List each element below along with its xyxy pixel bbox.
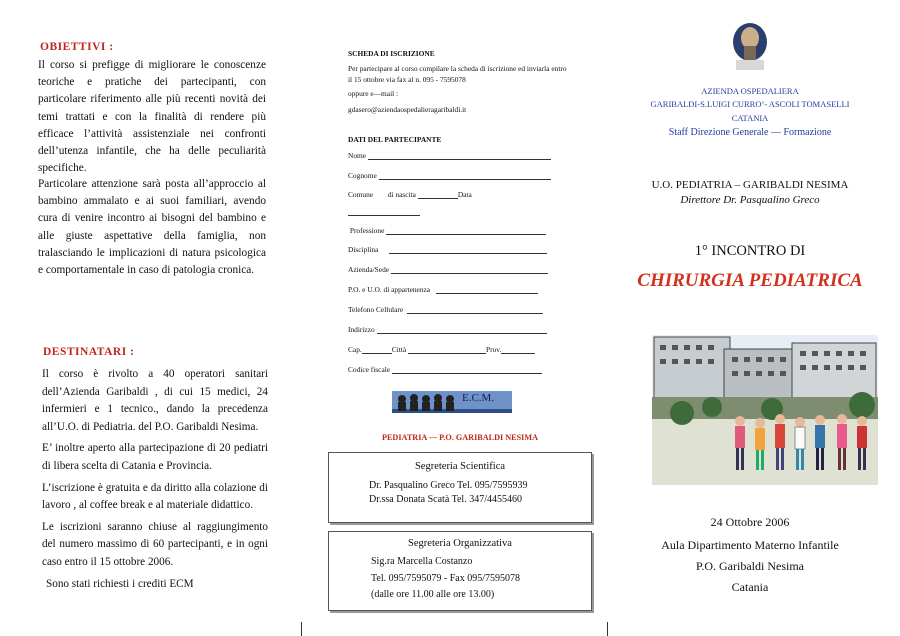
field-azienda[interactable] [348,265,548,274]
recipients-paragraph-5: Sono stati richiesti i crediti ECM [46,577,194,590]
input-line[interactable] [407,305,543,314]
field-label: Azienda/Sede [348,265,390,274]
left-panel [38,0,268,636]
field-po[interactable] [348,285,538,294]
recipients-paragraph-4: Le iscrizioni saranno chiuse al raggiungimento del numero massimo di 60 partecipanti, e in ogni caso entro il 15 ottobre 2006. [42,520,268,568]
scientific-contact-1: Dr. Pasqualino Greco Tel. 095/7595939 [369,480,528,491]
field-telefono[interactable] [348,305,543,314]
field-label: Telefono Cellulare [348,305,404,314]
field-label: Codice fiscale [348,365,391,374]
input-line[interactable] [377,325,547,334]
event-date: 24 Ottobre 2006 [710,515,790,529]
registration-form [348,0,588,380]
field-label: di nascita [387,190,416,199]
input-line[interactable] [501,345,535,354]
emblem-graphic [730,20,770,72]
illustration-graphic [652,335,878,485]
input-line[interactable] [392,365,542,374]
ecm-label: E.C.M. [462,392,495,404]
email-label: oppure e—mail : [348,89,399,98]
input-line[interactable] [386,226,546,235]
organizational-contact-hours: (dalle ore 11.00 alle ore 13.00) [371,589,495,600]
scientific-secretariat-box [328,452,592,523]
hospital-staff: Staff Direzione Generale — Formazione [668,127,832,138]
organizational-contact-name: Sig.ra Marcella Costanzo [371,556,473,567]
input-line[interactable] [408,345,486,354]
input-line[interactable] [368,151,551,160]
input-line[interactable] [379,171,551,180]
hospital-line-2: GARIBALDI-S.LUIGI CURRO’- ASCOLI TOMASELLI [650,99,850,109]
field-label: Disciplina [348,245,379,254]
recipients-heading: DESTINATARI : [43,346,135,358]
event-hospital: P.O. Garibaldi Nesima [696,559,804,573]
field-codice-fiscale[interactable] [348,365,542,374]
department-label: PEDIATRIA — P.O. GARIBALDI NESIMA [381,433,539,442]
field-label: Comune [348,190,374,199]
field-label: Cognome [348,171,377,180]
field-label: Prov. [486,345,502,354]
event-city: Catania [731,580,769,594]
scientific-contact-2: Dr.ssa Donata Scatà Tel. 347/4455460 [369,494,522,505]
recipients-paragraph-3: L’iscrizione è gratuita e da diritto alla colazione di lavoro , al coffee break e al materiale didattico. [42,481,268,512]
organizational-secretariat-title: Segreteria Organizzativa [408,538,512,549]
scientific-secretariat-title: Segreteria Scientifica [414,461,506,472]
fold-mark-right [607,622,608,636]
input-line[interactable] [348,207,420,216]
field-disciplina[interactable] [348,245,547,254]
field-comune[interactable] [348,190,472,199]
recipients-paragraph-2: E’ inoltre aperto alla partecipazione di 20 pediatri di libera scelta di Catania e Provincia. [42,442,268,472]
field-professione[interactable] [348,226,546,235]
unit-director: Direttore Dr. Pasqualino Greco [680,194,820,206]
input-line[interactable] [436,285,538,294]
hospital-line-1: AZIENDA OSPEDALIERA [701,86,799,96]
recipients-body [42,366,268,597]
email-address: gdasero@aziendaospedalieragaribaldi.it [348,105,467,114]
registration-panel [345,0,595,636]
input-line[interactable] [362,345,392,354]
objectives-paragraph-2: Particolare attenzione sarà posta all’approccio al bambino ammalato e ai suoi familiari, avendo cura di venire incontro ai bisogni del bambino e alle giuste aspettative della famiglia, non tralasciando le implicazioni di natura psicologica e comportamentale in caso di patologia cronica. [38,178,266,277]
input-line[interactable] [389,245,547,254]
field-cognome[interactable] [348,171,551,180]
field-indirizzo[interactable] [348,325,547,334]
objectives-paragraph-1: Il corso si prefigge di migliorare le conoscenze teoriche e pratiche dei partecipanti, con particolare riferimento alle più recenti novità dei temi trattati e con la finalità di rendere più efficace l’attività assistenziale nei confronti dell’utenza infantile, che ha delle peculiarità specifiche. [38,59,266,175]
cover-panel [625,0,875,636]
event-place: Aula Dipartimento Materno Infantile [661,538,839,552]
field-label: Nome [348,151,367,160]
field-nome[interactable] [348,151,551,160]
fold-mark-left [301,622,302,636]
hospital-emblem-icon [730,20,770,72]
registration-title: SCHEDA DI ISCRIZIONE [348,49,435,58]
field-cap-citta-prov[interactable] [348,345,535,354]
hospital-line-3: CATANIA [731,113,769,123]
input-line[interactable] [391,265,548,274]
recipients-paragraph-1: Il corso è rivolto a 40 operatori sanitari dell’Azienda Garibaldi , di cui 15 medici, 24 infermieri e 1 tecnico., dando la precedenza all’U.O. di Pediatria. del P.O. Garibaldi Nesima. [42,368,268,433]
field-label: Città [391,345,407,354]
field-label: Indirizzo [348,325,375,334]
field-label: P.O. e U.O. di appartenenza [348,285,431,294]
field-label: Professione [349,226,385,235]
organizational-contact-phone: Tel. 095/7595079 - Fax 095/7595078 [371,573,521,584]
meeting-label: 1° INCONTRO DI [694,243,806,259]
input-line[interactable] [418,190,458,199]
organizational-secretariat-box [328,531,592,611]
hospital-illustration [652,335,878,485]
ecm-logo [392,387,512,417]
field-label: Data [457,190,472,199]
field-comune-continuation[interactable] [348,207,420,216]
field-label: Cap. [348,345,362,354]
objectives-heading: OBIETTIVI : [40,41,114,53]
event-title: CHIRURGIA PEDIATRICA [637,270,863,291]
unit-name: U.O. PEDIATRIA – GARIBALDI NESIMA [651,179,849,191]
participant-title: DATI DEL PARTECIPANTE [348,135,442,144]
registration-intro: Per partecipare al corso compilare la scheda di iscrizione ed inviarla entro il 15 ottobre via fax al n. 095 - 7595078 [348,64,567,84]
